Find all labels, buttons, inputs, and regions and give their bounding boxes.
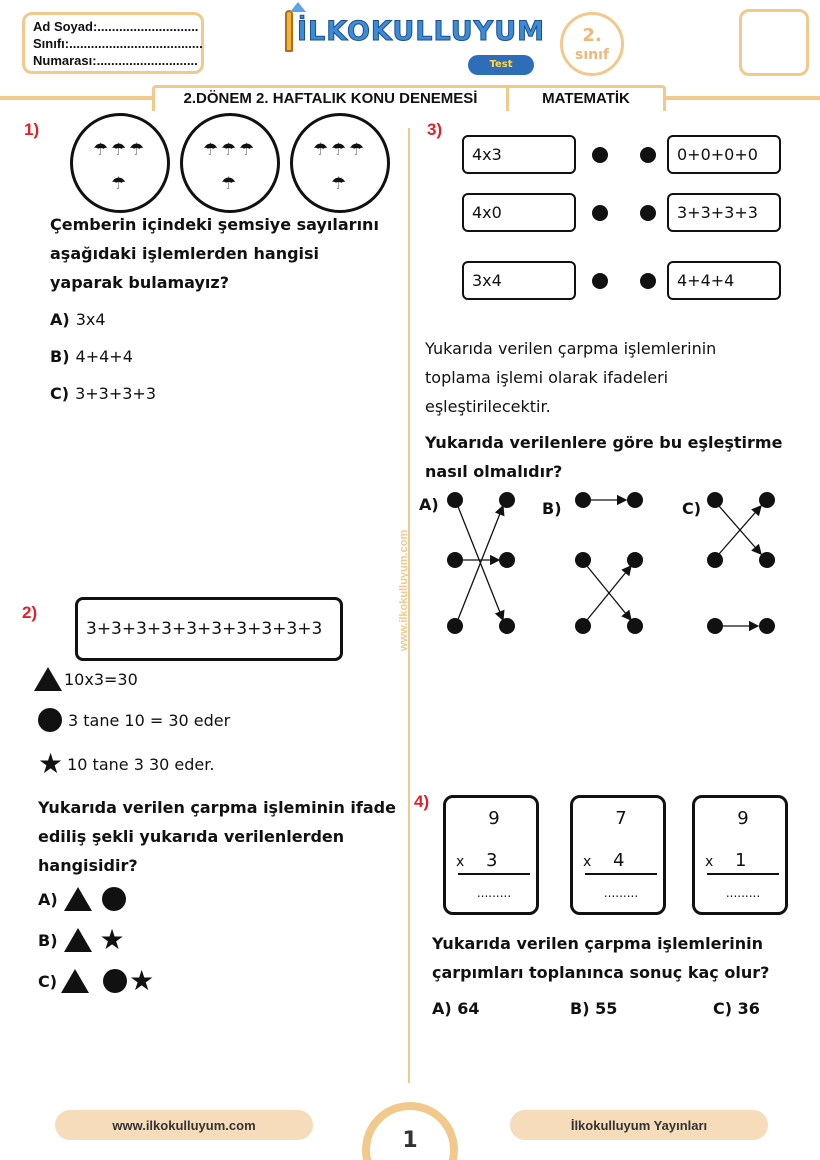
- question-2-number: 2): [22, 603, 38, 622]
- class-line: Sınıfı:.....................................: [33, 36, 203, 51]
- triangle-icon: [64, 887, 92, 911]
- expression-box: [75, 597, 343, 661]
- right-box: [667, 193, 781, 232]
- question-4-text: Yukarıda verilen çarpma işlemlerinin çarpımları toplanınca sonuç kaç olur?: [432, 934, 770, 982]
- right-box-text: 4+4+4: [677, 271, 735, 290]
- right-box-text: 3+3+3+3: [677, 203, 758, 222]
- page-number: 1: [402, 1128, 418, 1153]
- umbrella-icon: ☂: [111, 140, 127, 160]
- match-dot: [592, 147, 608, 163]
- q1-option-b[interactable]: [50, 346, 133, 368]
- subject-title: MATEMATİK: [542, 90, 630, 107]
- pencil-icon: [285, 10, 293, 52]
- left-box: [462, 193, 576, 232]
- q2-option-a[interactable]: [38, 887, 126, 911]
- multiplication-card: [570, 795, 666, 915]
- umbrella-icon: ☂: [331, 140, 347, 160]
- statement-text: 3 tane 10 = 30 eder: [68, 710, 231, 730]
- statement-triangle: [34, 667, 138, 691]
- question-3-description: Yukarıda verilen çarpma işlemlerinin toplama işlemi olarak ifadeleri eşleştirilecektir.: [425, 339, 717, 416]
- option-letter: A): [50, 310, 70, 329]
- umbrella-icon: ☂: [93, 140, 109, 160]
- option-b-diagram: [575, 492, 643, 634]
- q3-option-c-label[interactable]: C): [682, 499, 702, 518]
- umbrella-icon: ☂: [203, 140, 219, 160]
- multiplier: 4: [613, 850, 625, 871]
- umbrella-icon: ☂: [221, 174, 237, 194]
- multiplier: 1: [735, 850, 747, 871]
- circle-icon: [102, 887, 126, 911]
- logo: [285, 6, 545, 56]
- question-4-number: 4): [414, 792, 430, 811]
- times-sign: x: [583, 854, 592, 870]
- test-badge: Test: [468, 55, 534, 75]
- triangle-icon: [64, 928, 92, 952]
- answer-blank: .........: [476, 886, 512, 900]
- question-1-text: Çemberin içindeki şemsiye sayılarını aşağıdaki işlemlerden hangisi yaparak bulamayız?: [50, 215, 379, 292]
- left-box: [462, 261, 576, 300]
- question-3-text: Yukarıda verilenlere göre bu eşleştirme nasıl olmalıdır?: [425, 433, 783, 481]
- answer-blank: .........: [725, 886, 761, 900]
- statement-star: [38, 747, 215, 780]
- star-icon: ★: [129, 964, 155, 997]
- star-icon: ★: [99, 923, 125, 956]
- grade-word: sınıf: [575, 47, 609, 63]
- result-line: [585, 873, 657, 875]
- option-text: 3x4: [75, 310, 106, 329]
- student-info-box: [22, 12, 204, 74]
- statement-text: 10x3=30: [64, 669, 138, 689]
- option-letter: B): [38, 930, 58, 950]
- matching-options-diagram: [415, 480, 805, 645]
- q1-option-c[interactable]: [50, 383, 156, 405]
- left-box-text: 3x4: [472, 271, 502, 290]
- statement-text: 10 tane 3 30 eder.: [67, 754, 215, 774]
- left-box-text: 4x0: [472, 203, 502, 222]
- q4-option-a[interactable]: A) 64: [432, 999, 480, 1018]
- expression-text: 3+3+3+3+3+3+3+3+3+3: [86, 619, 323, 639]
- result-line: [458, 873, 530, 875]
- times-sign: x: [705, 854, 714, 870]
- q4-option-c[interactable]: C) 36: [713, 999, 760, 1018]
- statement-circle: [38, 708, 230, 732]
- q2-option-c[interactable]: [38, 964, 155, 997]
- option-a-diagram: [447, 492, 515, 634]
- option-letter: B): [50, 347, 70, 366]
- right-box-text: 0+0+0+0: [677, 145, 758, 164]
- option-letter: C): [50, 384, 70, 403]
- right-box: [667, 135, 781, 174]
- title-bar: [152, 85, 666, 111]
- option-letter: A): [38, 889, 58, 909]
- option-c-diagram: [707, 492, 775, 634]
- grade-number: 2.: [582, 25, 602, 46]
- match-dot: [592, 273, 608, 289]
- name-line: Ad Soyad:............................: [33, 19, 199, 34]
- circle-icon: [38, 708, 62, 732]
- grade-badge: [560, 12, 624, 76]
- multiplier: 3: [486, 850, 498, 871]
- umbrella-circles: [70, 113, 400, 221]
- triangle-icon: [61, 969, 89, 993]
- q3-option-b-label[interactable]: B): [542, 499, 562, 518]
- umbrella-circle: [180, 113, 280, 213]
- match-dot: [640, 147, 656, 163]
- match-dot: [592, 205, 608, 221]
- umbrella-circle: [70, 113, 170, 213]
- match-dot: [640, 205, 656, 221]
- umbrella-icon: ☂: [239, 140, 255, 160]
- multiplication-card: [692, 795, 788, 915]
- left-box-text: 4x3: [472, 145, 502, 164]
- multiplication-card: [443, 795, 539, 915]
- page-number-badge: [362, 1102, 458, 1160]
- result-line: [707, 873, 779, 875]
- multiplicand: 9: [737, 808, 749, 829]
- star-icon: ★: [38, 747, 64, 780]
- q4-option-b[interactable]: B) 55: [570, 999, 618, 1018]
- umbrella-icon: ☂: [313, 140, 329, 160]
- q3-option-a-label[interactable]: A): [419, 495, 439, 514]
- watermark: www.ilkokulluyum.com: [398, 529, 410, 651]
- umbrella-icon: ☂: [221, 140, 237, 160]
- times-sign: x: [456, 854, 465, 870]
- exam-title: 2.DÖNEM 2. HAFTALIK KONU DENEMESİ: [155, 88, 509, 111]
- footer-publisher: İlkokulluyum Yayınları: [510, 1110, 768, 1140]
- option-text: 3+3+3+3: [75, 384, 156, 403]
- umbrella-icon: ☂: [349, 140, 365, 160]
- umbrella-circle: [290, 113, 390, 213]
- option-letter: C): [38, 971, 58, 991]
- logo-text: İLKOKULLUYUM: [297, 15, 545, 47]
- umbrella-icon: ☂: [129, 140, 145, 160]
- answer-blank: .........: [603, 886, 639, 900]
- triangle-icon: [34, 667, 62, 691]
- question-3-number: 3): [427, 120, 443, 139]
- question-2-text: Yukarıda verilen çarpma işleminin ifade ediliş şekli yukarıda verilenlerden hangisidir?: [38, 798, 396, 875]
- footer-website[interactable]: www.ilkokulluyum.com: [55, 1110, 313, 1140]
- option-text: 4+4+4: [75, 347, 133, 366]
- circle-icon: [103, 969, 127, 993]
- q1-option-a[interactable]: [50, 309, 106, 331]
- q2-option-b[interactable]: [38, 923, 125, 956]
- question-1-number: 1): [24, 120, 40, 139]
- match-dot: [640, 273, 656, 289]
- left-box: [462, 135, 576, 174]
- multiplicand: 9: [488, 808, 500, 829]
- multiplicand: 7: [615, 808, 627, 829]
- umbrella-icon: ☂: [111, 174, 127, 194]
- umbrella-icon: ☂: [331, 174, 347, 194]
- score-box: [739, 9, 809, 76]
- right-box: [667, 261, 781, 300]
- number-line: Numarası:............................: [33, 53, 198, 68]
